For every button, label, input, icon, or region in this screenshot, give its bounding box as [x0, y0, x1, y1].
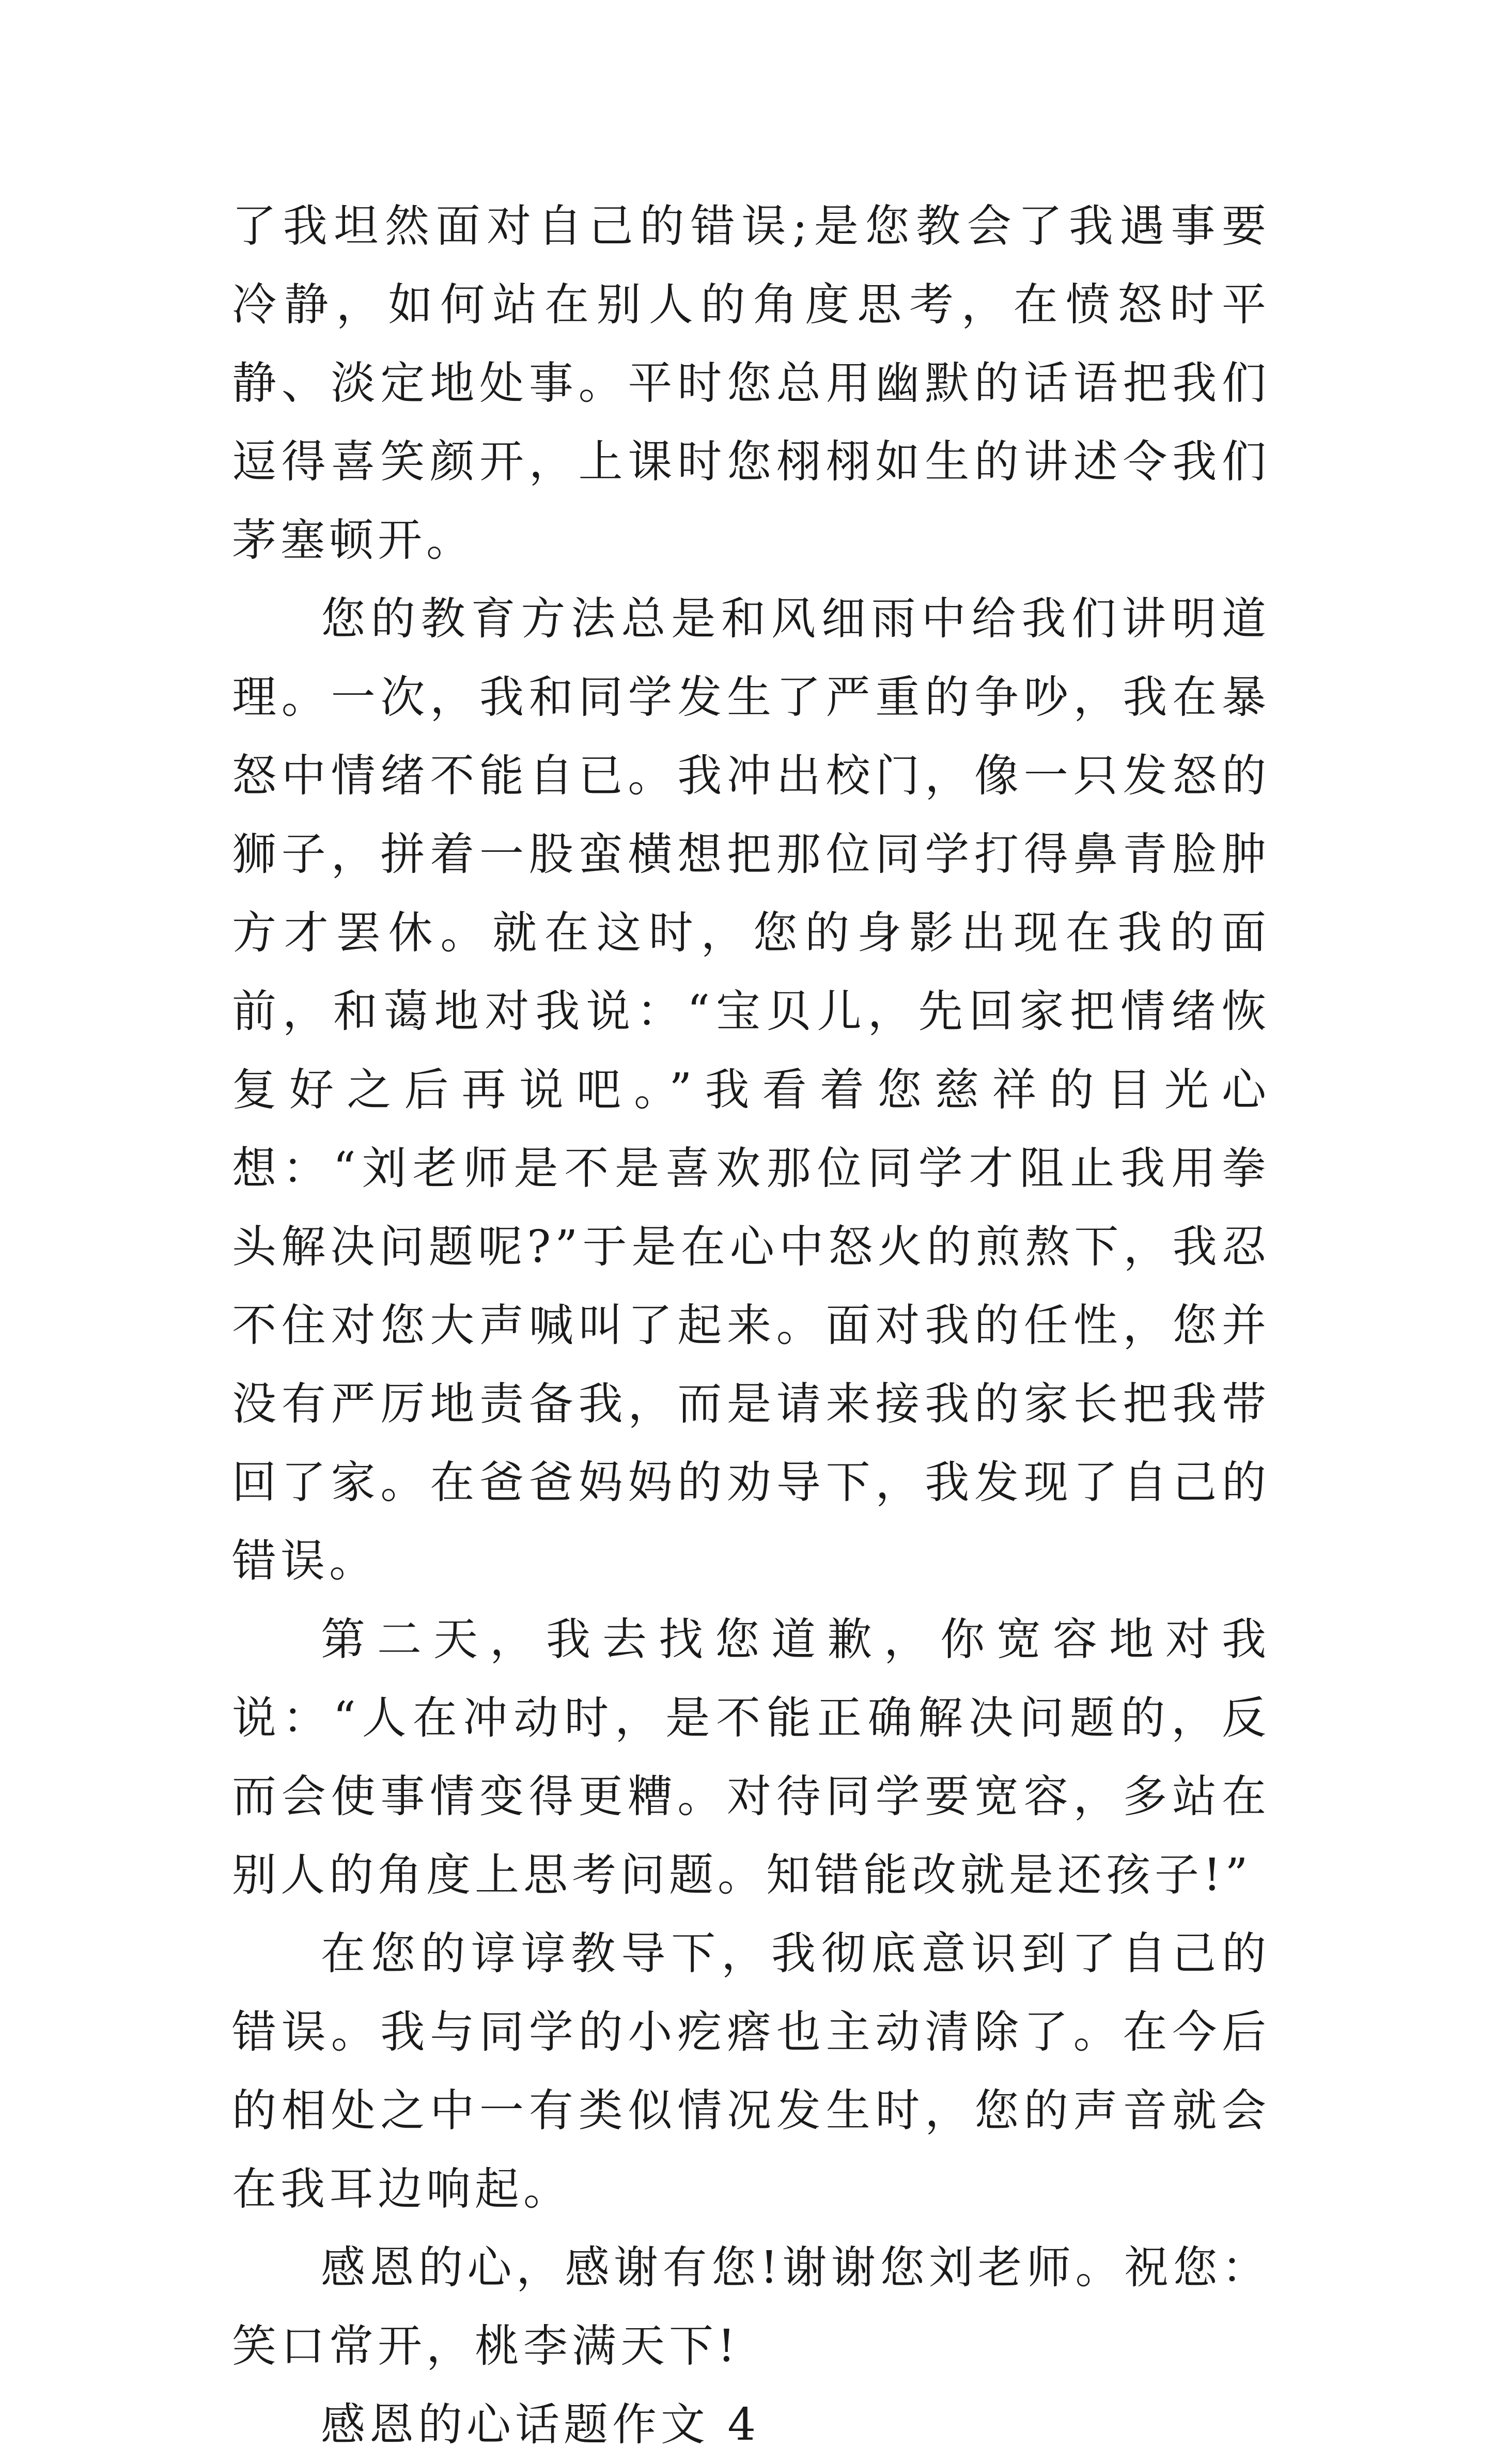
paragraph-gratitude: 感恩的心，感谢有您!谢谢您刘老师。祝您：笑口常开，桃李满天下!	[232, 2242, 1270, 2372]
paragraph-apology: 第二天，我去找您道歉，你宽容地对我说：“人在冲动时，是不能正确解决问题的，反而会使事情变得更糟。对待同学要宽容，多站在别人的角度上思考问题。知错能改就是还孩子!”	[232, 1614, 1270, 1901]
paragraph-realization: 在您的谆谆教导下，我彻底意识到了自己的错误。我与同学的小疙瘩也主动清除了。在今后的相处之中一有类似情况发生时，您的声音就会在我耳边响起。	[232, 1928, 1270, 2215]
paragraph-continuation: 了我坦然面对自己的错误;是您教会了我遇事要冷静，如何站在别人的角度思考，在愤怒时平静、淡定地处事。平时您总用幽默的话语把我们逗得喜笑颜开，上课时您栩栩如生的讲述令我们茅塞顿开。	[232, 200, 1270, 566]
document-body	[232, 187, 1270, 2464]
essay-heading: 感恩的心话题作文 4	[321, 2399, 760, 2451]
paragraph-teaching-method: 您的教育方法总是和风细雨中给我们讲明道理。一次，我和同学发生了严重的争吵，我在暴怒中情绪不能自已。我冲出校门，像一只发怒的狮子，拼着一股蛮横想把那位同学打得鼻青脸肿方才罢休。就在这时，您的身影出现在我的面前，和蔼地对我说：“宝贝儿，先回家把情绪恢复好之后再说吧。”我看着您慈祥的目光心想：“刘老师是不是喜欢那位同学才阻止我用拳头解决问题呢?”于是在心中怒火的煎熬下，我忍不住对您大声喊叫了起来。面对我的任性，您并没有严厉地责备我，而是请来接我的家长把我带回了家。在爸爸妈妈的劝导下，我发现了自己的错误。	[232, 593, 1270, 1587]
